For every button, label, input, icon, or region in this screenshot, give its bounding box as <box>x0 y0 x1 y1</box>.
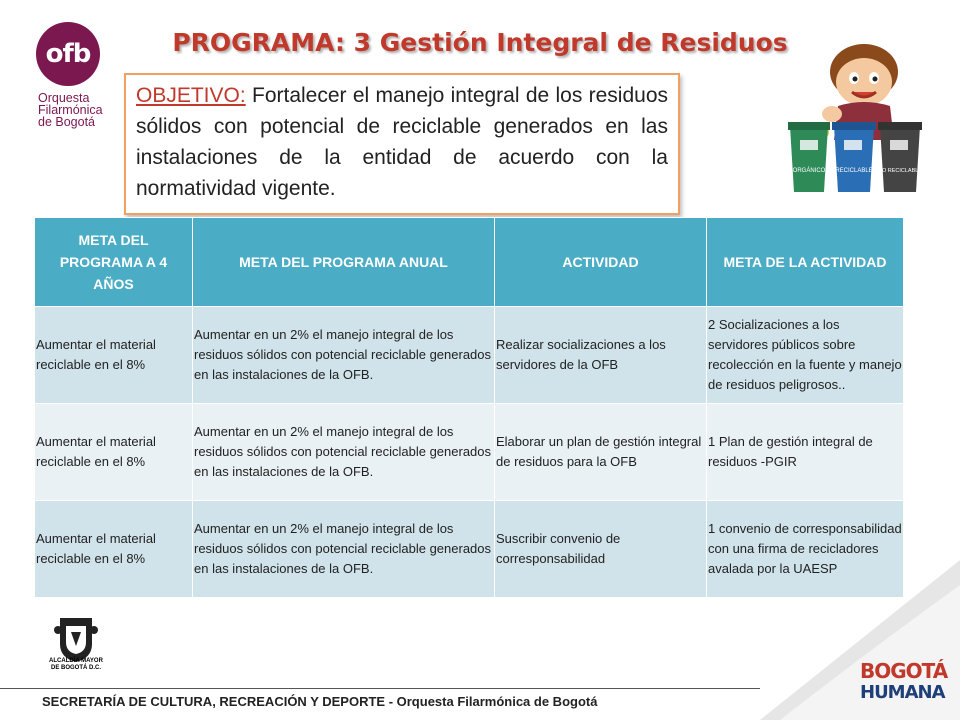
ofb-logo-mark: ofb <box>36 22 100 86</box>
alcaldia-line1: ALCALDÍA MAYOR <box>49 658 103 664</box>
bin-label-recyclable: RECICLABLE <box>835 168 873 174</box>
ofb-name-line3: de Bogotá <box>38 115 95 129</box>
objective-text: Fortalecer el manejo integral de los residuos sólidos con potencial de reciclable generados en las instalaciones de la entidad de acuerdo con la normatividad vigente. <box>136 84 668 200</box>
alcaldia-text <box>36 658 116 672</box>
footer-text: SECRETARÍA DE CULTURA, RECREACIÓN Y DEPORTE - Orquesta Filarmónica de Bogotá <box>42 694 598 709</box>
footer-divider <box>0 688 760 689</box>
cell-meta-actividad: 1 convenio de corresponsabilidad con una firma de recicladores avalada por la UAESP <box>707 501 904 598</box>
cell-meta-anual: Aumentar en un 2% el manejo integral de los residuos sólidos con potencial reciclable generados en las instalaciones de la OFB. <box>193 307 495 404</box>
cell-actividad: Realizar socializaciones a los servidores de la OFB <box>495 307 707 404</box>
header-meta-anual: META DEL PROGRAMA ANUAL <box>193 218 495 307</box>
cell-actividad: Elaborar un plan de gestión integral de residuos para la OFB <box>495 404 707 501</box>
header-meta-4-anos: META DEL PROGRAMA A 4 AÑOS <box>35 218 193 307</box>
header-actividad: ACTIVIDAD <box>495 218 707 307</box>
page-title: PROGRAMA: 3 Gestión Integral de Residuos <box>172 28 788 57</box>
header-meta-actividad: META DE LA ACTIVIDAD <box>707 218 904 307</box>
bogota-logo-line1: BOGOTÁ <box>860 659 948 683</box>
bogota-humana-logo <box>860 660 952 704</box>
cell-actividad: Suscribir convenio de corresponsabilidad <box>495 501 707 598</box>
objective-label: OBJETIVO: <box>136 84 246 107</box>
ofb-name-line2: Filarmónica <box>38 103 103 117</box>
cell-meta-anual: Aumentar en un 2% el manejo integral de los residuos sólidos con potencial reciclable generados en las instalaciones de la OFB. <box>193 404 495 501</box>
cell-meta-actividad: 2 Socializaciones a los servidores públicos sobre recolección en la fuente y manejo de residuos peligrosos.. <box>707 307 904 404</box>
bogota-logo-line2: HUMANA <box>860 682 945 703</box>
bin-label-organic: ORGÁNICO <box>792 168 826 174</box>
bin-label-non-recyclable: NO RECICLABLE <box>877 168 923 174</box>
cell-meta-4-anos: Aumentar el material reciclable en el 8% <box>35 404 193 501</box>
cell-meta-4-anos: Aumentar el material reciclable en el 8% <box>35 307 193 404</box>
cell-meta-anual: Aumentar en un 2% el manejo integral de los residuos sólidos con potencial reciclable generados en las instalaciones de la OFB. <box>193 501 495 598</box>
alcaldia-line2: DE BOGOTÁ D.C. <box>50 665 101 671</box>
cell-meta-4-anos: Aumentar el material reciclable en el 8% <box>35 501 193 598</box>
cell-meta-actividad: 1 Plan de gestión integral de residuos -PGIR <box>707 404 904 501</box>
ofb-name-line1: Orquesta <box>38 91 90 105</box>
